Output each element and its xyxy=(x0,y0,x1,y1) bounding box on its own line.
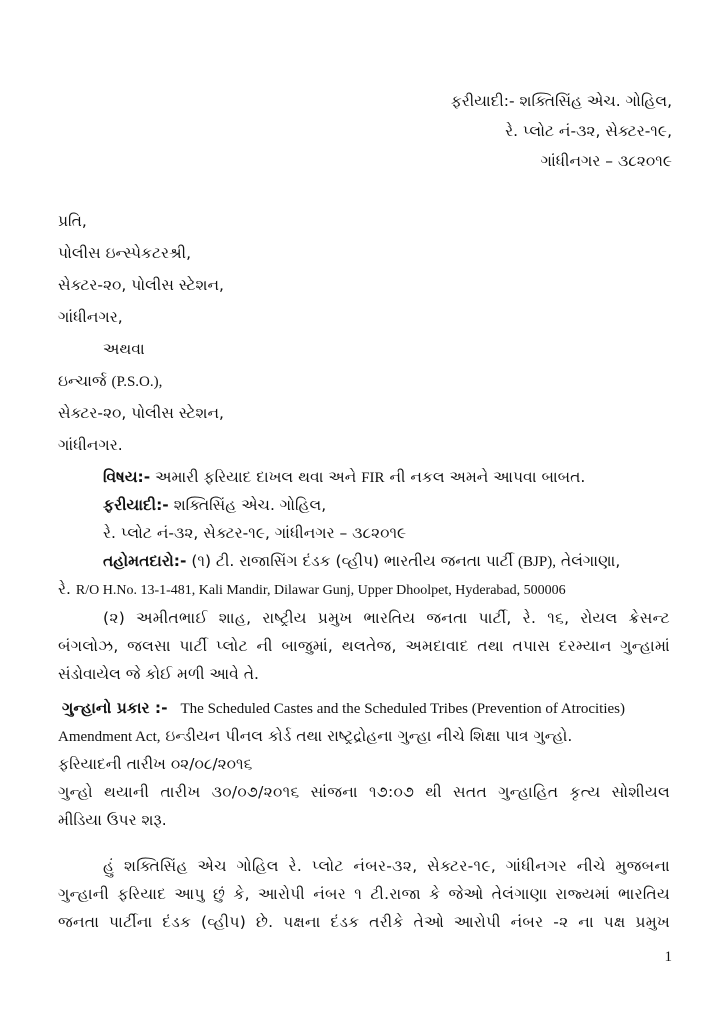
subject-text-fir: FIR xyxy=(361,470,385,486)
complainant-label: ફરીયાદી:- xyxy=(103,496,169,514)
accused-label: તહોમતદારો:- xyxy=(103,552,187,570)
accused-1-address-prefix: રે. xyxy=(58,580,71,598)
offence-line1 xyxy=(62,697,625,720)
body-line3: જનતા પાર્ટીના દંડક (વ્હીપ) છે. પક્ષના દંડક તરીકે તેઓ આરોપી નંબર -૨ ના પક્ષ પ્રમુખ xyxy=(58,913,670,931)
body-line2: ગુન્હાની ફરિયાદ આપુ છું કે, આરોપી નંબર ૧ ટી.રાજા કે જેઓ તેલંગાણા રાજ્યમાં ભારતિય xyxy=(58,885,670,903)
accused-1-address-line xyxy=(58,578,566,602)
body-line1: હું શક્તિસિંહ એચ ગોહિલ રે. પ્લોટ નંબર-૩૨, સેક્ટર-૧૯, ગાંધીનગર નીચે મુજબના xyxy=(103,857,670,875)
offence-date-line1: ગુન્હો થયાની તારીખ ૩૦/૦૭/૨૦૧૬ સાંજના ૧૭:૦૭ થી સતત ગુન્હાહિત કૃત્ય સોશીયલ xyxy=(58,783,670,801)
recipient-line4-pso: (P.S.O.), xyxy=(111,374,163,390)
recipient-to: પ્રતિ, xyxy=(58,212,87,230)
accused-2-line2: બંગલોઝ, જલસા પાર્ટી પ્લોટ ની બાજુમાં, થલતેજ, અમદાવાદ તથા તપાસ દરમ્યાન ગુન્હામાં xyxy=(58,637,670,655)
page-number: 1 xyxy=(664,949,672,965)
accused-1-text: (૧) ટી. રાજાસિંગ દંડક (વ્હીપ) ભારતીય જનતા પાર્ટી xyxy=(191,552,514,570)
recipient-line4 xyxy=(58,370,162,393)
subject-text-b: ની નકલ અમને આપવા બાબત. xyxy=(389,468,586,486)
header-complainant: ફરીયાદી:- શક્તિસિંહ એચ. ગોહિલ, xyxy=(450,92,672,110)
complaint-date: ફરિયાદની તારીખ ૦૨/૦૮/૨૦૧૬ xyxy=(58,755,253,773)
subject-label: વિષય:- xyxy=(103,468,151,486)
offence-act-line2: Amendment Act, xyxy=(58,729,161,745)
offence-act-line1: The Scheduled Castes and the Scheduled Tribes (Prevention of Atrocities) xyxy=(180,701,625,717)
header-address-line1: રે. પ્લોટ નં-૩૨, સેક્ટર-૧૯, xyxy=(505,122,672,140)
accused-1-state: તેલંગાણા, xyxy=(560,552,621,570)
accused-1-address: R/O H.No. 13-1-481, Kali Mandir, Dilawar Gunj, Upper Dhoolpet, Hyderabad, 500006 xyxy=(75,583,566,598)
offence-date-line2: મીડિયા ઉપર શરૂ. xyxy=(58,811,167,829)
recipient-line2: સેક્ટર-૨૦, પોલીસ સ્ટેશન, xyxy=(58,276,224,294)
recipient-line3: ગાંધીનગર, xyxy=(58,308,123,326)
recipient-line6: ગાંધીનગર. xyxy=(58,436,123,454)
complainant-address: રે. પ્લોટ નં-૩૨, સેક્ટર-૧૯, ગાંધીનગર – ૩૮૨૦૧૯ xyxy=(103,524,407,542)
recipient-or: અથવા xyxy=(103,340,145,358)
complainant-line xyxy=(103,494,326,516)
offence-act-line2-guj: ઇન્ડીયન પીનલ કોર્ડ તથા રાષ્ટ્રદ્રોહના ગુન્હા નીચે શિક્ષા પાત્ર ગુન્હો. xyxy=(165,727,573,745)
complainant-name: શક્તિસિંહ એચ. ગોહિલ, xyxy=(173,496,327,514)
subject-line xyxy=(103,466,585,489)
recipient-line4-prefix: ઇન્ચાર્જ xyxy=(58,372,107,390)
subject-text-a: અમારી ફરિયાદ દાખલ થવા અને xyxy=(155,468,357,486)
header-address-line2: ગાંધીનગર – ૩૮૨૦૧૯ xyxy=(540,152,672,170)
offence-label: ગુન્હાનો પ્રકાર :- xyxy=(62,699,168,717)
accused-1-bjp: (BJP), xyxy=(518,554,556,570)
accused-2-line3: સંડોવાયેલ જે કોઈ મળી આવે તે. xyxy=(58,665,259,683)
accused-2-line1: (૨) અમીતભાઈ શાહ, રાષ્ટ્રીય પ્રમુખ ભારતિય જનતા પાર્ટી, રે. ૧૬, રોયલ ક્રેસન્ટ xyxy=(103,609,670,627)
recipient-line5: સેક્ટર-૨૦, પોલીસ સ્ટેશન, xyxy=(58,404,224,422)
offence-line2 xyxy=(58,725,572,748)
recipient-line1: પોલીસ ઇન્સ્પેકટરશ્રી, xyxy=(58,244,192,262)
accused-line1 xyxy=(103,550,620,573)
